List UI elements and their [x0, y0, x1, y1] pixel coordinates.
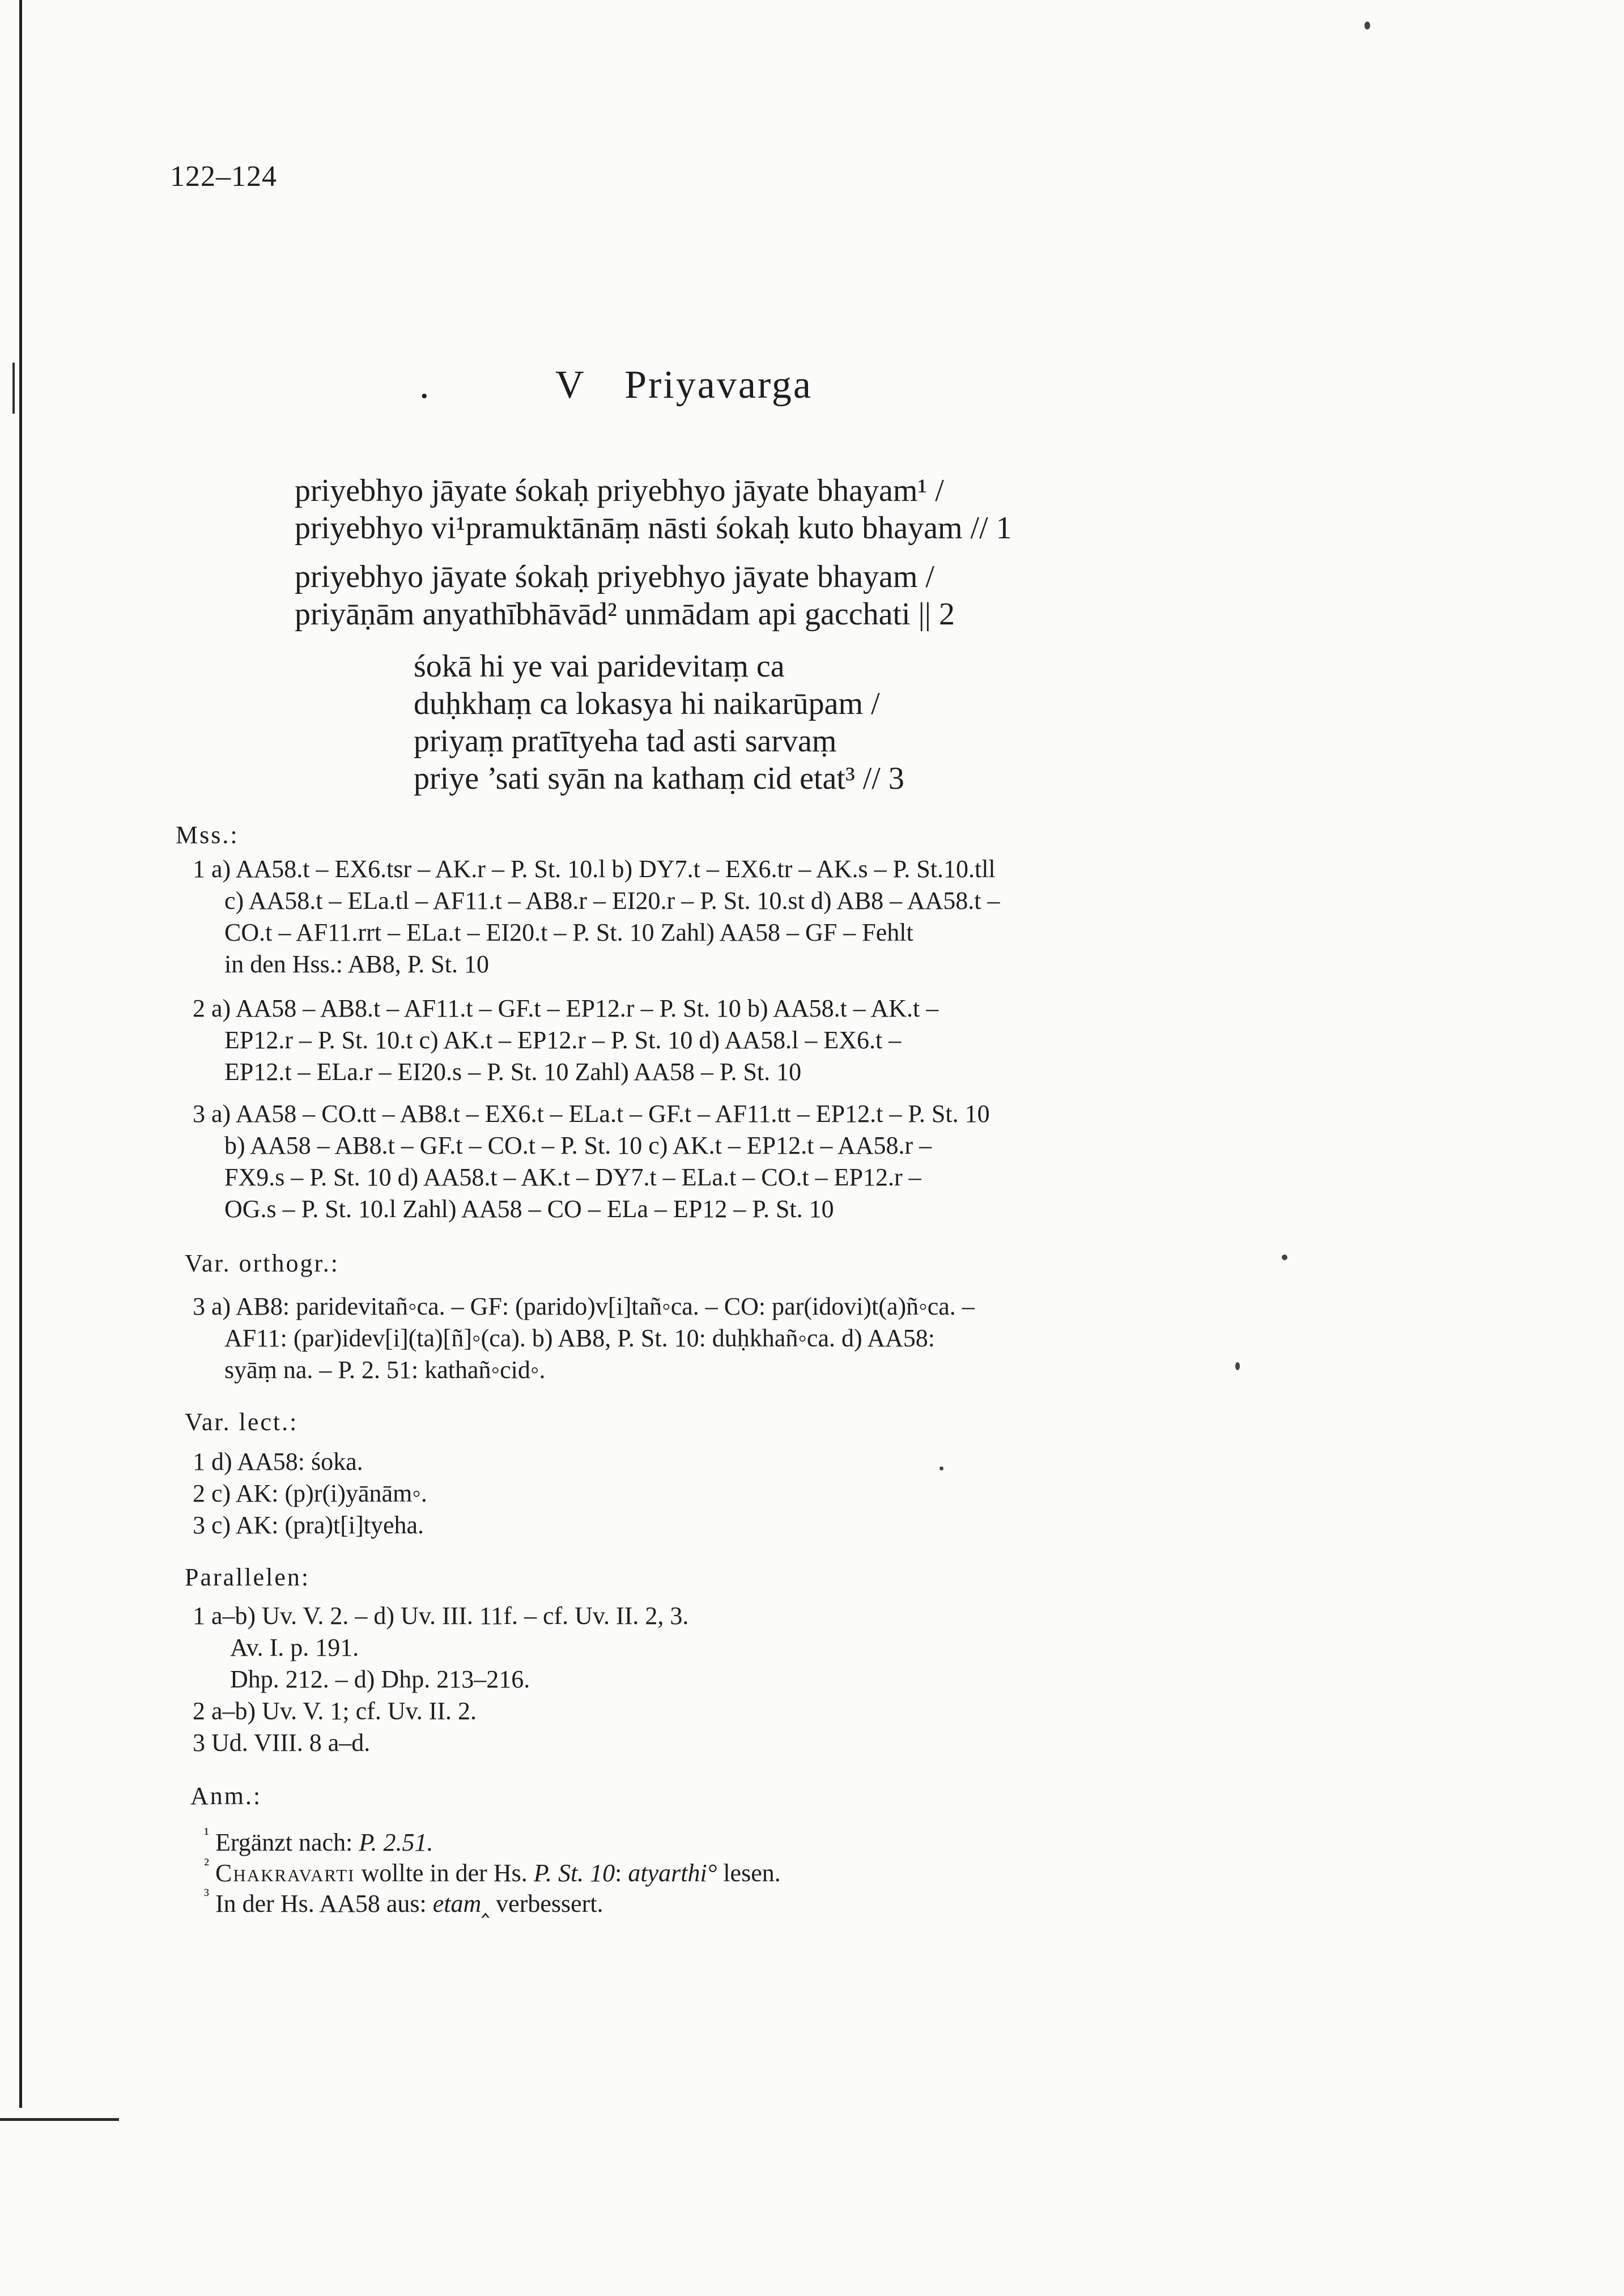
verse-line: priyāṇām anyathībhāvād² unmādam api gacchati || 2 — [295, 597, 955, 632]
scan-speck — [939, 1466, 943, 1470]
mss-line: OG.s – P. St. 10.l Zahl) AA58 – CO – ELa – EP12 – P. St. 10 — [224, 1195, 834, 1223]
footnote-text: In der Hs. AA58 aus: — [215, 1890, 433, 1917]
orthogr-line: AF11: (par)idev[i](ta)[ñ]◦(ca). b) AB8, P. St. 10: duḥkhañ◦ca. d) AA58: — [224, 1324, 935, 1352]
scan-edge-line — [19, 0, 22, 2108]
mss-line: c) AA58.t – ELa.tl – AF11.t – AB8.r – EI20.r – P. St. 10.st d) AB8 – AA58.t – — [224, 887, 1000, 915]
parallel-line: Av. I. p. 191. — [230, 1634, 359, 1661]
section-label-mss: Mss.: — [176, 821, 239, 849]
section-label-var-lect: Var. lect.: — [185, 1408, 299, 1436]
footnote-author: Chakravarti — [215, 1859, 355, 1887]
mss-line: in den Hss.: AB8, P. St. 10 — [224, 950, 489, 978]
footnote-mark: ¹ — [204, 1825, 209, 1843]
mss-line: EP12.r – P. St. 10.t c) AK.t – EP12.r – P. St. 10 d) AA58.l – EX6.t – — [224, 1026, 902, 1054]
footnote-1 — [204, 1826, 433, 1855]
verse-line: duḥkhaṃ ca lokasya hi naikarūpam / — [414, 686, 880, 721]
scan-edge-mark — [12, 363, 15, 414]
lect-line: 2 c) AK: (p)r(i)yānām◦. — [193, 1479, 427, 1507]
footnote-reading: etam — [432, 1890, 482, 1917]
mss-line: CO.t – AF11.rrt – ELa.t – EI20.t – P. St. 10 Zahl) AA58 – GF – Fehlt — [224, 919, 913, 946]
parallel-line: Dhp. 212. – d) Dhp. 213–216. — [230, 1665, 530, 1693]
section-label-anm: Anm.: — [190, 1782, 262, 1810]
page-number: 122–124 — [170, 160, 277, 193]
chapter-title: Priyavarga — [624, 363, 813, 407]
footnote-text: wollte in der Hs. — [355, 1859, 534, 1887]
verse-line: priyebhyo jāyate śokaḥ priyebhyo jāyate bhayam¹ / — [295, 473, 944, 508]
scan-speck — [1282, 1255, 1287, 1260]
footnote-text: ‸ verbessert. — [481, 1890, 603, 1917]
footnote-mark: ² — [204, 1855, 209, 1874]
footnote-text: lesen. — [717, 1859, 781, 1887]
chapter-marker: . — [419, 363, 431, 407]
scan-speck — [1364, 22, 1370, 29]
footnote-text: Ergänzt nach: — [215, 1829, 359, 1856]
verse-line: priyebhyo vi¹pramuktānāṃ nāsti śokaḥ kuto bhayam // 1 — [295, 511, 1012, 546]
footnote-3 — [204, 1887, 603, 1916]
lect-line: 1 d) AA58: śoka. — [193, 1448, 363, 1476]
section-label-var-orthogr: Var. orthogr.: — [185, 1249, 339, 1277]
orthogr-line: syāṃ na. – P. 2. 51: kathañ◦cid◦. — [224, 1356, 546, 1384]
verse-line: priyaṃ pratītyeha tad asti sarvaṃ — [414, 724, 837, 759]
mss-line: EP12.t – ELa.r – EI20.s – P. St. 10 Zahl) AA58 – P. St. 10 — [224, 1058, 802, 1086]
footnote-2 — [204, 1856, 781, 1886]
verse-line: priye ’sati syān na kathaṃ cid etat³ // 3 — [414, 761, 904, 796]
chapter-number: V — [555, 363, 586, 407]
footnote-mark: ³ — [204, 1886, 209, 1904]
mss-line: 2 a) AA58 – AB8.t – AF11.t – GF.t – EP12.r – P. St. 10 b) AA58.t – AK.t – — [193, 994, 939, 1022]
section-label-parallelen: Parallelen: — [185, 1563, 311, 1591]
parallel-line: 1 a–b) Uv. V. 2. – d) Uv. III. 11f. – cf. Uv. II. 2, 3. — [193, 1602, 689, 1630]
chapter-heading — [419, 363, 813, 408]
mss-line: 1 a) AA58.t – EX6.tsr – AK.r – P. St. 10.l b) DY7.t – EX6.tr – AK.s – P. St.10.tll — [193, 855, 996, 883]
verse-line: priyebhyo jāyate śokaḥ priyebhyo jāyate bhayam / — [295, 559, 934, 594]
mss-line: 3 a) AA58 – CO.tt – AB8.t – EX6.t – ELa.t – GF.t – AF11.tt – EP12.t – P. St. 10 — [193, 1100, 990, 1128]
verse-line: śokā hi ye vai paridevitaṃ ca — [414, 649, 785, 684]
scan-speck — [1235, 1362, 1240, 1370]
mss-line: b) AA58 – AB8.t – GF.t – CO.t – P. St. 10 c) AK.t – EP12.t – AA58.r – — [224, 1132, 932, 1159]
footnote-reading: atyarthi° — [628, 1859, 717, 1887]
footnote-citation: P. St. 10 — [533, 1859, 615, 1887]
parallel-line: 2 a–b) Uv. V. 1; cf. Uv. II. 2. — [193, 1697, 477, 1725]
lect-line: 3 c) AK: (pra)t[i]tyeha. — [193, 1511, 424, 1539]
orthogr-line: 3 a) AB8: paridevitañ◦ca. – GF: (parido)v[i]tañ◦ca. – CO: par(idovi)t(a)ñ◦ca. – — [193, 1292, 975, 1320]
footnote-citation: P. 2.51. — [359, 1829, 433, 1856]
parallel-line: 3 Ud. VIII. 8 a–d. — [193, 1729, 371, 1757]
scan-foot-line — [0, 2118, 119, 2121]
mss-line: FX9.s – P. St. 10 d) AA58.t – AK.t – DY7.t – ELa.t – CO.t – EP12.r – — [224, 1163, 921, 1191]
footnote-text: : — [615, 1859, 628, 1887]
